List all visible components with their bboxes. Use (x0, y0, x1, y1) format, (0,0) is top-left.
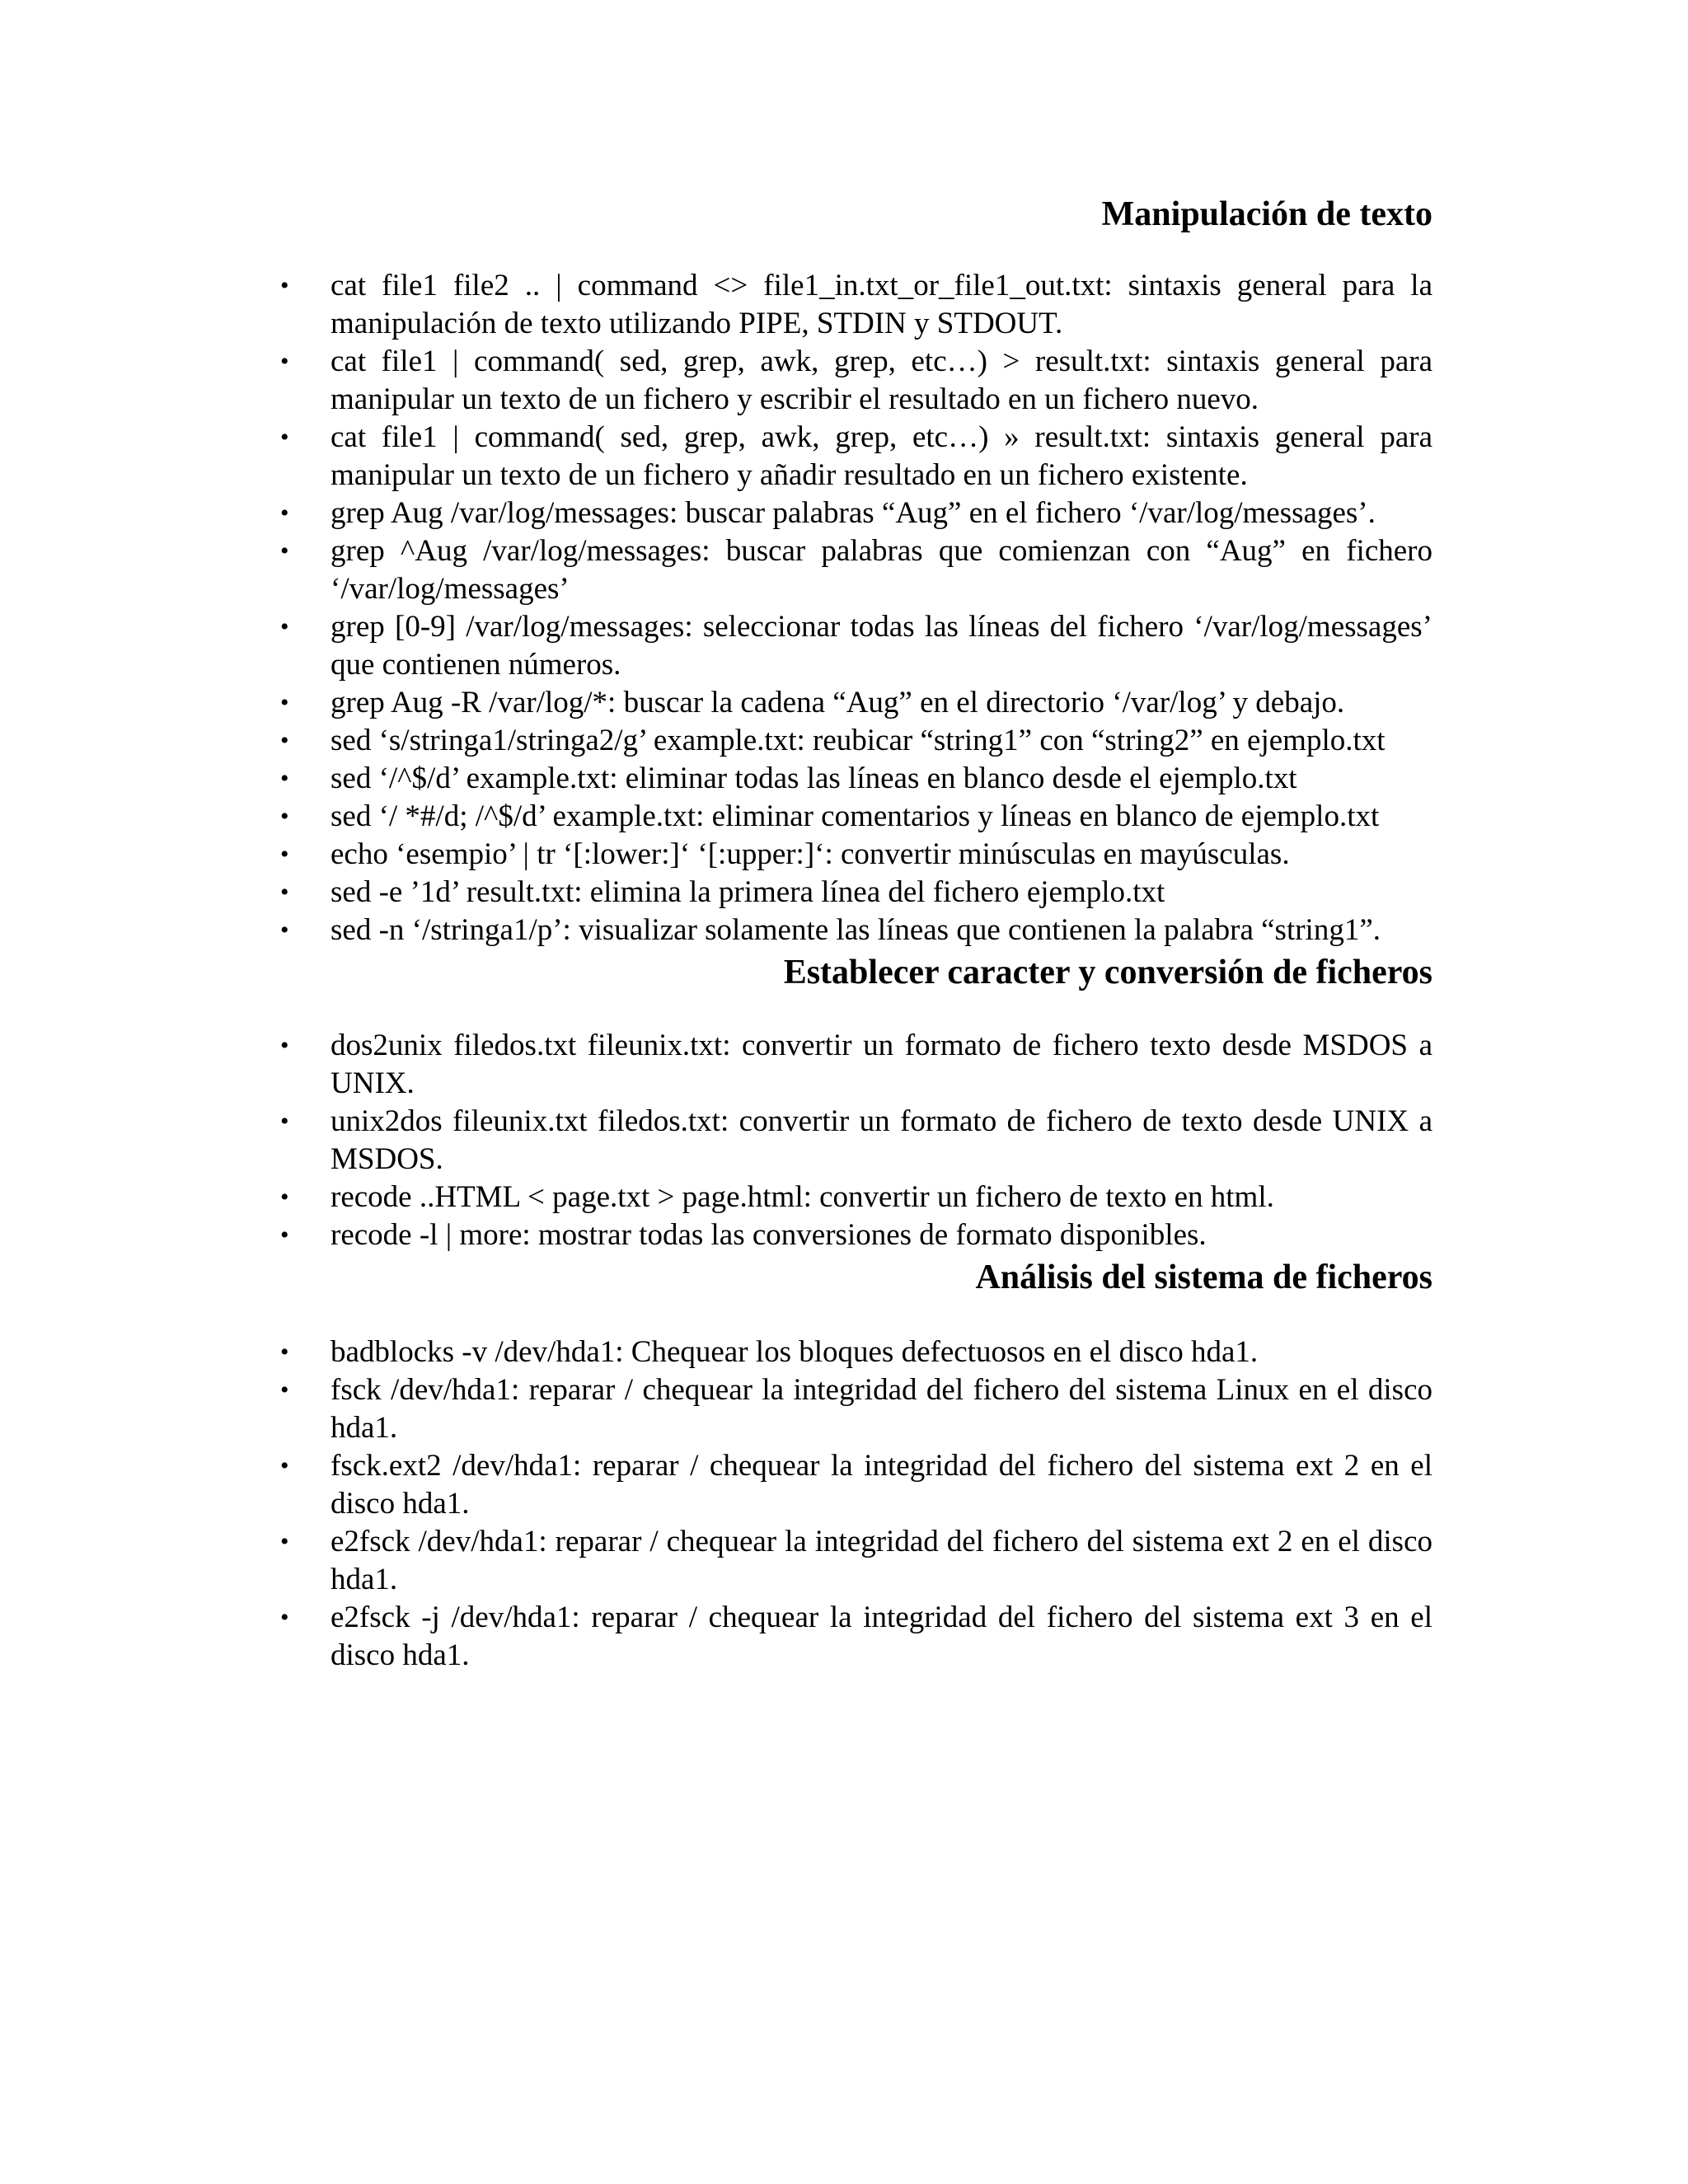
list-item: • grep [0-9] /var/log/messages: seleccionar todas las líneas del fichero ‘/var/log/messages’ que contienen números. (280, 608, 1432, 684)
list-item: • grep Aug -R /var/log/*: buscar la cadena “Aug” en el directorio ‘/var/log’ y debajo. (280, 684, 1432, 722)
section-title-manipulacion: Manipulación de texto (1101, 195, 1432, 233)
list-item: • recode -l | more: mostrar todas las conversiones de formato disponibles. (280, 1216, 1432, 1254)
list-item: • echo ‘esempio’ | tr ‘[:lower:]‘ ‘[:upper:]‘: convertir minúsculas en mayúsculas. (280, 836, 1432, 874)
list-item: • cat file1 file2 .. | command <> file1_in.txt_or_file1_out.txt: sintaxis general para la manipulación de texto utilizando PIPE, STDIN y STDOUT. (280, 267, 1432, 343)
section-title-analisis: Análisis del sistema de ficheros (975, 1258, 1432, 1296)
list-item: • badblocks -v /dev/hda1: Chequear los bloques defectuosos en el disco hda1. (280, 1333, 1432, 1371)
document-content (280, 191, 1432, 1675)
list-item: • sed ‘/^$/d’ example.txt: eliminar todas las líneas en blanco desde el ejemplo.txt (280, 760, 1432, 798)
list-item: • sed -e ’1d’ result.txt: elimina la primera línea del fichero ejemplo.txt (280, 874, 1432, 912)
list-item: • cat file1 | command( sed, grep, awk, grep, etc…) > result.txt: sintaxis general para manipular un texto de un fichero y escribir el resultado en un fichero nuevo. (280, 343, 1432, 419)
list-analisis (280, 1333, 1432, 1675)
section-title-conversion: Establecer caracter y conversión de ficheros (783, 954, 1432, 991)
list-item: • e2fsck -j /dev/hda1: reparar / chequear la integridad del fichero del sistema ext 3 en el disco hda1. (280, 1599, 1432, 1675)
list-manipulacion (280, 267, 1432, 949)
list-item: • fsck.ext2 /dev/hda1: reparar / chequear la integridad del fichero del sistema ext 2 en el disco hda1. (280, 1447, 1432, 1523)
list-item: • sed ‘s/stringa1/stringa2/g’ example.txt: reubicar “string1” con “string2” en ejemplo.txt (280, 722, 1432, 760)
list-item: • fsck /dev/hda1: reparar / chequear la integridad del fichero del sistema Linux en el disco hda1. (280, 1371, 1432, 1447)
list-item: • unix2dos fileunix.txt filedos.txt: convertir un formato de fichero de texto desde UNIX a MSDOS. (280, 1103, 1432, 1179)
list-item: • sed -n ‘/stringa1/p’: visualizar solamente las líneas que contienen la palabra “string1”. (280, 912, 1432, 949)
list-conversion (280, 1027, 1432, 1254)
list-item: • e2fsck /dev/hda1: reparar / chequear la integridad del fichero del sistema ext 2 en el disco hda1. (280, 1523, 1432, 1599)
list-item: • dos2unix filedos.txt fileunix.txt: convertir un formato de fichero texto desde MSDOS a UNIX. (280, 1027, 1432, 1103)
list-item: • grep ^Aug /var/log/messages: buscar palabras que comienzan con “Aug” en fichero ‘/var/log/messages’ (280, 532, 1432, 608)
list-item: • recode ..HTML < page.txt > page.html: convertir un fichero de texto en html. (280, 1179, 1432, 1216)
list-item: • cat file1 | command( sed, grep, awk, grep, etc…) » result.txt: sintaxis general para manipular un texto de un fichero y añadir resultado en un fichero existente. (280, 419, 1432, 494)
list-item: • grep Aug /var/log/messages: buscar palabras “Aug” en el fichero ‘/var/log/messages’. (280, 494, 1432, 532)
list-item: • sed ‘/ *#/d; /^$/d’ example.txt: eliminar comentarios y líneas en blanco de ejemplo.txt (280, 798, 1432, 836)
